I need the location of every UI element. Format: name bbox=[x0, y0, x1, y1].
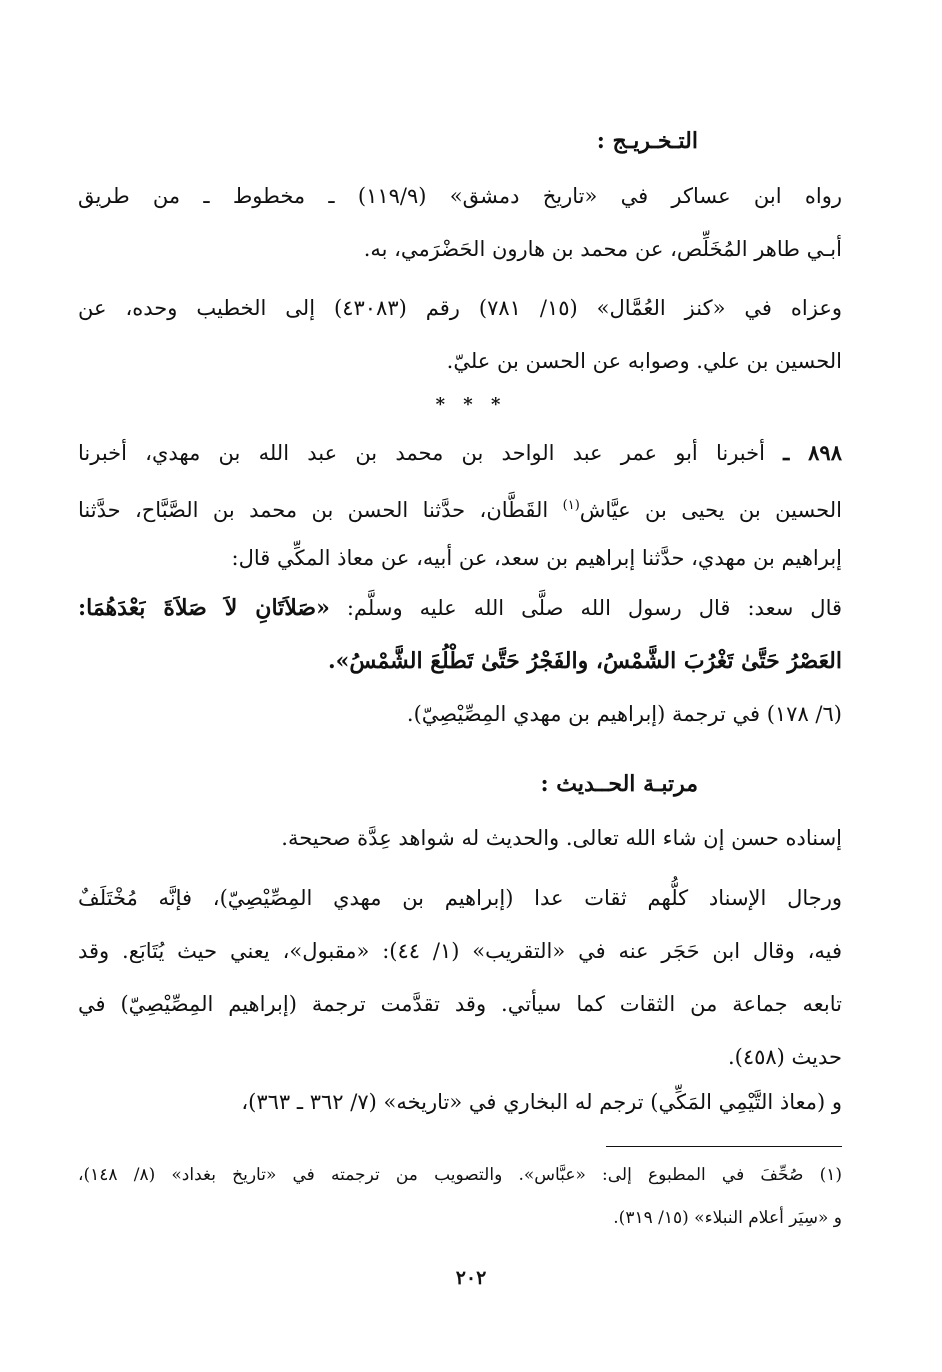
text-line: إسناده حسن إن شاء الله تعالى. والحديث له شواهد عِدَّة صحيحة. bbox=[281, 826, 842, 850]
text-line: تابعه جماعة من الثقات كما سيأتي. وقد تقدَّمت ترجمة (إبراهيم المِصِّيْصِيّ) في bbox=[78, 992, 842, 1016]
grade-paragraph-2 bbox=[78, 872, 842, 1084]
hadith-narration-intro: قال سعد: قال رسول الله صلَّى الله عليه وسلَّم: bbox=[346, 596, 842, 620]
page-number: ٢٠٢ bbox=[455, 1267, 487, 1289]
text-line: فيه، وقال ابن حَجَر عنه في «التقريب» (١/ ٤٤): «مقبول»، يعني حيث يُتَابَع. وقد bbox=[78, 939, 842, 963]
text-line: إبراهيم بن مهدي، حدَّثنا إبراهيم بن سعد، عن أبيه، عن معاذ المكِّي قال: bbox=[231, 546, 842, 570]
text-line: ورجال الإسناد كلُّهم ثقات عدا (إبراهيم بن مهدي المِصِّيْصِيّ)، فإنَّه مُخْتَلَفٌ bbox=[78, 886, 842, 910]
hadith-quote-start: «صَلاَتَانِ لاَ صَلاَةَ بَعْدَهُمَا: bbox=[78, 595, 330, 621]
text-line: حديث (٤٥٨). bbox=[727, 1045, 842, 1069]
text-line bbox=[78, 479, 842, 532]
grade-last-line bbox=[78, 1076, 842, 1129]
hadith-isnad bbox=[78, 426, 842, 585]
grade-heading: مرتبـة الحــديث : bbox=[540, 771, 698, 797]
text-line: رواه ابن عساكر في «تاريخ دمشق» (١١٩/٩) ـ مخطوط ـ من طريق bbox=[78, 184, 842, 208]
hadith-line-2-start: الحسين بن يحيى بن عيَّاش bbox=[579, 498, 842, 522]
text-line: (٦/ ١٧٨) في ترجمة (إبراهيم بن مهدي المِصِّيْصِيّ). bbox=[406, 702, 842, 726]
hadith-matn bbox=[78, 582, 842, 688]
footnote-divider bbox=[606, 1146, 842, 1147]
takhrij-paragraph-1 bbox=[78, 170, 842, 276]
section-separator: * * * bbox=[435, 394, 507, 415]
footnote-marker: (١) bbox=[562, 498, 580, 513]
hadith-number: ٨٩٨ ـ bbox=[783, 440, 842, 465]
text-line: الحسين بن علي. وصوابه عن الحسن بن عليّ. bbox=[446, 349, 842, 373]
hadith-line-1: أخبرنا أبو عمر عبد الواحد بن محمد بن عبد الله بن مهدي، أخبرنا bbox=[78, 441, 765, 465]
footnote-line: (١) صُحِّفَ في المطبوع إلى: «عبَّاس». والتصويب من ترجمته في «تاريخ بغداد» (٨/ ١٤٨)، bbox=[78, 1165, 842, 1185]
text-line bbox=[78, 426, 842, 479]
text-line: وعزاه في «كنز العُمَّال» (١٥/ ٧٨١) رقم (٤٣٠٨٣) إلى الخطيب وحده، عن bbox=[78, 296, 842, 320]
takhrij-paragraph-2 bbox=[78, 282, 842, 388]
takhrij-heading: التـخـريـج : bbox=[596, 128, 698, 154]
footnote bbox=[78, 1154, 842, 1240]
text-line: العَصْرُ حَتَّىٰ تَغْرُبَ الشَّمْسُ، والفَجْرُ حَتَّىٰ تَطْلُعَ الشَّمْسُ». bbox=[328, 648, 842, 674]
text-line bbox=[78, 582, 842, 635]
text-line: و (معاذ التَّيْمِي المَكِّي) ترجم له البخاري في «تاريخه» (٧/ ٣٦٢ ـ ٣٦٣)، bbox=[241, 1090, 842, 1114]
grade-summary bbox=[78, 812, 842, 865]
hadith-reference bbox=[78, 688, 842, 741]
footnote-line: و «سِيَر أعلام النبلاء» (١٥/ ٣١٩). bbox=[613, 1208, 842, 1228]
hadith-line-2-end: القَطَّان، حدَّثنا الحسن بن محمد بن الصَّبَّاح، حدَّثنا bbox=[78, 498, 549, 522]
text-line: أبـي طاهر المُخَلِّص، عن محمد بن هارون الحَضْرَمي، به. bbox=[363, 237, 842, 261]
